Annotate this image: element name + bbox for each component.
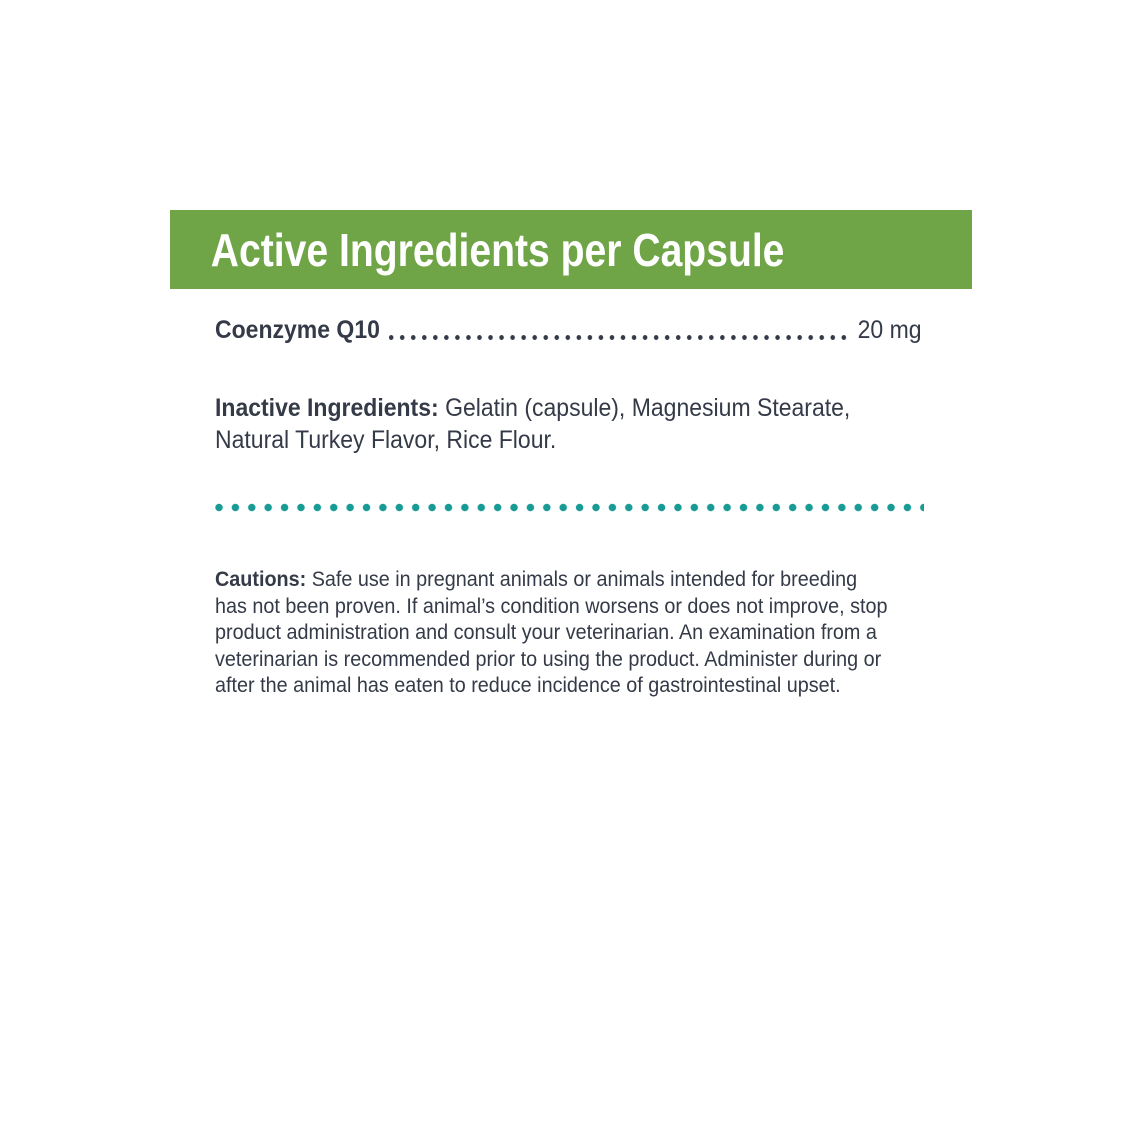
active-ingredients-header-bar (170, 210, 972, 289)
active-ingredients-header-title: Active Ingredients per Capsule (210, 223, 785, 276)
cautions-text: Safe use in pregnant animals or animals intended for breeding has not been proven. If animal’s condition worsens or does not improve, stop product administration and consult your veterinarian. An examination from a veterinarian is recommended prior to using the product. Administer during or after the animal has eaten to reduce incidence of gastrointestinal upset. (215, 567, 888, 697)
inactive-ingredients-label: Inactive Ingredients: (215, 394, 439, 422)
teal-dotted-divider (215, 503, 924, 512)
cautions-label: Cautions: (215, 567, 307, 591)
dot-leader (389, 335, 848, 340)
cautions-paragraph (215, 566, 892, 699)
inactive-ingredients-paragraph (215, 392, 852, 456)
ingredient-name: Coenzyme Q10 (215, 316, 380, 344)
inactive-ingredients-text: Gelatin (capsule), Magnesium Stearate, Natural Turkey Flavor, Rice Flour. (215, 394, 851, 454)
ingredient-row-coenzyme-q10 (215, 316, 922, 345)
ingredient-amount: 20 mg (857, 316, 922, 344)
